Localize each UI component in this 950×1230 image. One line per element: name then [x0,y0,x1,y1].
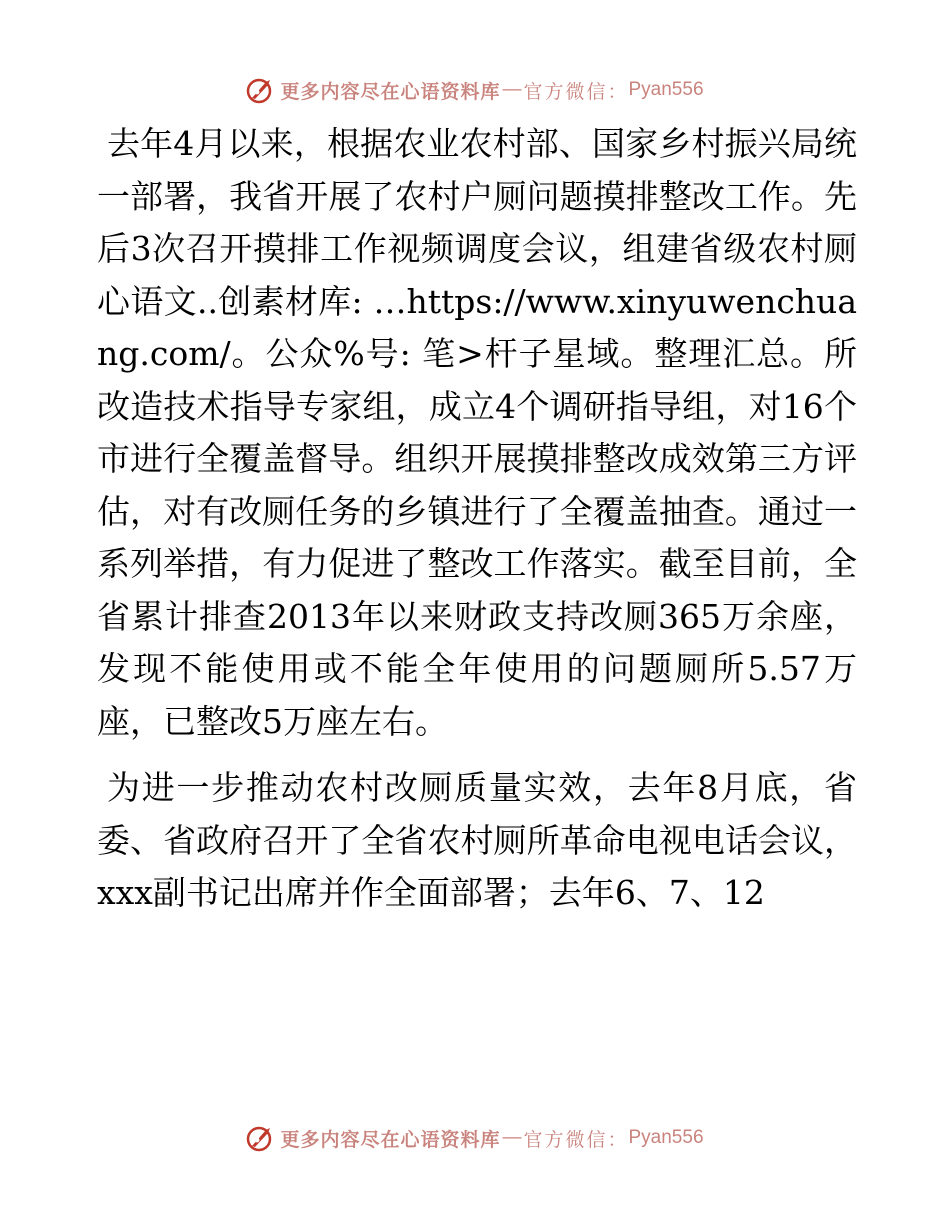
quill-pen-logo-icon [246,1124,274,1152]
footer-wechat-id: Pyan556 [628,1127,704,1148]
page-header-watermark [0,70,950,110]
quill-pen-logo-icon [246,76,274,104]
footer-official-label: 官方微信： [523,1128,629,1151]
footer-brand-text: 更多内容尽在心语资料库 [280,1128,501,1151]
header-wechat-id: Pyan556 [628,79,704,100]
header-brand-text: 更多内容尽在心语资料库 [280,80,501,103]
paragraph-2: 为进一步推动农村改厕质量实效，去年8月底，省委、省政府召开了全省农村厕所革命电视电话会议，xxx副书记出席并作全面部署；去年6、7、12 [97,768,857,912]
footer-separator: — [502,1127,522,1148]
page-footer-watermark [0,1118,950,1158]
paragraph-1: 去年4月以来，根据农业农村部、国家乡村振兴局统一部署，我省开展了农村户厕问题摸排整改工作。先后3次召开摸排工作视频调度会议，组建省级农村厕心语文..创素材库: …https://www.xinyuwenchuang.com/。公众%号: 笔>杆子星域。整理汇总。所改造技术指导专家组，成立4个调研指导组，对16个市进行全覆盖督导。组织开展摸排整改成效第三方评估，对有改厕任务的乡镇进行了全覆盖抽查。通过一系列举措，有力促进了整改工作落实。截至目前，全省累计排查2013年以来财政支持改厕365万余座，发现不能使用或不能全年使用的问题厕所5.57万座，已整改5万座左右。 [97,124,857,741]
header-separator: — [502,79,522,100]
header-official-label: 官方微信： [523,80,629,103]
document-body [97,118,857,934]
